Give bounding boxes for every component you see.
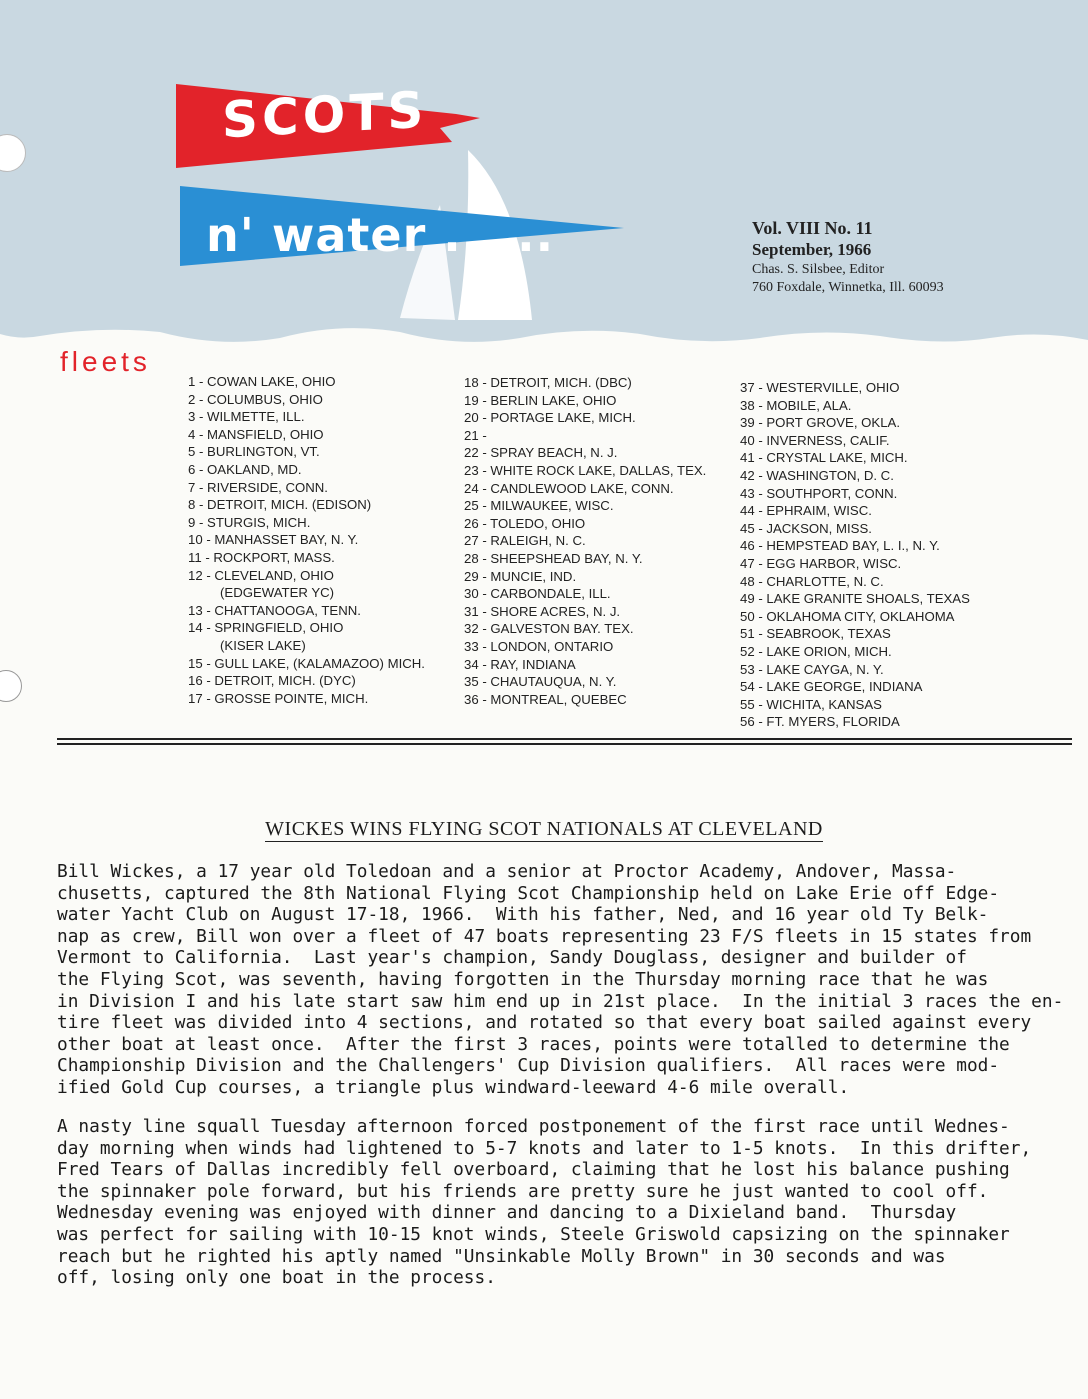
fleet-item: 42 - WASHINGTON, D. C.	[740, 467, 894, 483]
fleet-item: 49 - LAKE GRANITE SHOALS, TEXAS	[740, 591, 970, 607]
fleet-item: 19 - BERLIN LAKE, OHIO	[464, 392, 617, 408]
fleet-item: 54 - LAKE GEORGE, INDIANA	[740, 679, 923, 695]
fleet-item: 31 - SHORE ACRES, N. J.	[464, 603, 621, 619]
masthead-title-top: SCOTS	[222, 80, 428, 150]
fleet-item: 25 - MILWAUKEE, WISC.	[464, 498, 614, 514]
fleet-item: 6 - OAKLAND, MD.	[188, 461, 302, 477]
fleet-item: 5 - BURLINGTON, VT.	[188, 444, 320, 460]
article-headline-text: WICKES WINS FLYING SCOT NATIONALS AT CLEVELAND	[265, 818, 823, 840]
fleet-item: 40 - INVERNESS, CALIF.	[740, 432, 890, 448]
masthead-title-bottom	[206, 208, 554, 262]
fleet-item: 37 - WESTERVILLE, OHIO	[740, 380, 900, 395]
fleet-item-note: (EDGEWATER YC)	[220, 585, 335, 601]
fleet-item: 38 - MOBILE, ALA.	[740, 397, 852, 413]
fleet-item: 36 - MONTREAL, QUEBEC	[464, 691, 627, 707]
fleet-item: 44 - EPHRAIM, WISC.	[740, 503, 872, 519]
article-paragraph-1: Bill Wickes, a 17 year old Toledoan and a senior at Proctor Academy, Andover, Massa- chusetts, captured the 8th National Flying Scot Championship held on Lake Erie off Edge- water Yacht Club on August 17-18, 1966. With his father, Ned, and 16 year old Ty Belk- nap as crew, Bill won over a fleet of 47 boats representing 23 F/S fleets in 15 states from Vermont to California. Last year's champion, Sandy Douglass, designer and builder of the Flying Scot, was seventh, having forgotten in the Thursday morning race that he was in Division I and his late start saw him end up in 21st place. In the initial 3 races the en- tire fleet was divided into 4 sections, and rotated so that every boat sailed against every other boat at least once. After the first 3 races, points were totalled to determine the Championship Division and the Challengers' Cup Division qualifiers. All races were mod- ified Gold Cup courses, a triangle plus windward-leeward 4-6 mile overall.	[57, 861, 1064, 1098]
fleet-item: 46 - HEMPSTEAD BAY, L. I., N. Y.	[740, 538, 940, 554]
fleet-item: 20 - PORTAGE LAKE, MICH.	[464, 410, 636, 426]
fleet-list-column-2	[464, 374, 706, 708]
fleet-item: 3 - WILMETTE, ILL.	[188, 409, 305, 425]
fleet-item: 14 - SPRINGFIELD, OHIO	[188, 620, 344, 636]
article-paragraph-2: A nasty line squall Tuesday afternoon forced postponement of the first race until Wednes- day morning when winds had lightened to 5-7 knots and later to 1-5 knots. In this drifter, Fred Tears of Dallas incredibly fell overboard, claiming that he lost his balance pushing the spinnaker pole forward, but his friends are pretty sure he just wanted to cool off. Wednesday evening was enjoyed with dinner and dancing to a Dixieland band. Thursday was perfect for sailing with 10-15 knot winds, Steele Griswold capsizing on the spinnaker reach but he righted his aptly named "Unsinkable Molly Brown" in 30 seconds and was off, losing only one boat in the process.	[57, 1116, 1032, 1289]
divider-rule	[57, 743, 1072, 745]
fleet-item: 12 - CLEVELAND, OHIO	[188, 567, 334, 583]
fleet-item: 11 - ROCKPORT, MASS.	[188, 549, 335, 565]
masthead-dots: ......	[443, 208, 555, 262]
fleet-list-column-3	[740, 379, 970, 731]
fleet-item: 9 - STURGIS, MICH.	[188, 514, 311, 530]
fleet-item-note: (KISER LAKE)	[220, 637, 306, 653]
fleet-item: 10 - MANHASSET BAY, N. Y.	[188, 532, 359, 548]
fleet-item: 53 - LAKE CAYGA, N. Y.	[740, 661, 884, 677]
issue-date: September, 1966	[752, 240, 872, 259]
fleet-item: 51 - SEABROOK, TEXAS	[740, 626, 891, 642]
fleet-item: 52 - LAKE ORION, MICH.	[740, 643, 892, 659]
fleet-item: 18 - DETROIT, MICH. (DBC)	[464, 375, 632, 390]
fleet-item: 56 - FT. MYERS, FLORIDA	[740, 714, 900, 730]
fleet-item: 13 - CHATTANOOGA, TENN.	[188, 602, 361, 618]
fleet-item: 1 - COWAN LAKE, OHIO	[188, 374, 336, 389]
fleet-item: 17 - GROSSE POINTE, MICH.	[188, 690, 369, 706]
fleet-item: 55 - WICHITA, KANSAS	[740, 696, 882, 712]
fleet-item: 50 - OKLAHOMA CITY, OKLAHOMA	[740, 608, 955, 624]
fleet-item: 47 - EGG HARBOR, WISC.	[740, 555, 902, 571]
article-headline	[0, 818, 1088, 841]
fleet-item: 35 - CHAUTAUQUA, N. Y.	[464, 674, 617, 690]
masthead-title-words: n' water	[206, 208, 427, 262]
fleets-heading: fleets	[60, 346, 151, 377]
issue-editor: Chas. S. Silsbee, Editor	[752, 262, 885, 277]
punch-hole-icon	[0, 670, 22, 702]
fleet-item: 2 - COLUMBUS, OHIO	[188, 391, 323, 407]
fleet-item: 27 - RALEIGH, N. C.	[464, 533, 586, 549]
fleet-item: 23 - WHITE ROCK LAKE, DALLAS, TEX.	[464, 462, 707, 478]
fleet-item: 33 - LONDON, ONTARIO	[464, 638, 614, 654]
fleet-item: 34 - RAY, INDIANA	[464, 656, 576, 672]
issue-volume: Vol. VIII No. 11	[752, 218, 873, 238]
fleet-item: 15 - GULL LAKE, (KALAMAZOO) MICH.	[188, 655, 425, 671]
issue-address: 760 Foxdale, Winnetka, Ill. 60093	[752, 280, 944, 295]
fleet-item: 39 - PORT GROVE, OKLA.	[740, 415, 901, 431]
fleet-item: 45 - JACKSON, MISS.	[740, 520, 872, 536]
fleet-item: 28 - SHEEPSHEAD BAY, N. Y.	[464, 550, 643, 566]
fleet-item: 43 - SOUTHPORT, CONN.	[740, 485, 898, 501]
fleet-item: 22 - SPRAY BEACH, N. J.	[464, 445, 618, 461]
fleet-item: 41 - CRYSTAL LAKE, MICH.	[740, 450, 908, 466]
fleet-item: 8 - DETROIT, MICH. (EDISON)	[188, 497, 372, 513]
masthead-banner	[0, 0, 1088, 360]
fleet-item: 21 -	[464, 427, 487, 443]
fleet-item: 7 - RIVERSIDE, CONN.	[188, 479, 328, 495]
fleet-item: 4 - MANSFIELD, OHIO	[188, 426, 324, 442]
fleet-item: 32 - GALVESTON BAY. TEX.	[464, 621, 634, 637]
fleet-item: 24 - CANDLEWOOD LAKE, CONN.	[464, 480, 674, 496]
fleet-item: 29 - MUNCIE, IND.	[464, 568, 577, 584]
fleet-item: 26 - TOLEDO, OHIO	[464, 515, 586, 531]
divider-rule	[57, 738, 1072, 740]
issue-info	[752, 217, 944, 297]
fleet-item: 16 - DETROIT, MICH. (DYC)	[188, 673, 356, 689]
fleet-list-column-1	[188, 373, 425, 707]
fleet-item: 30 - CARBONDALE, ILL.	[464, 586, 611, 602]
fleet-item: 48 - CHARLOTTE, N. C.	[740, 573, 884, 589]
